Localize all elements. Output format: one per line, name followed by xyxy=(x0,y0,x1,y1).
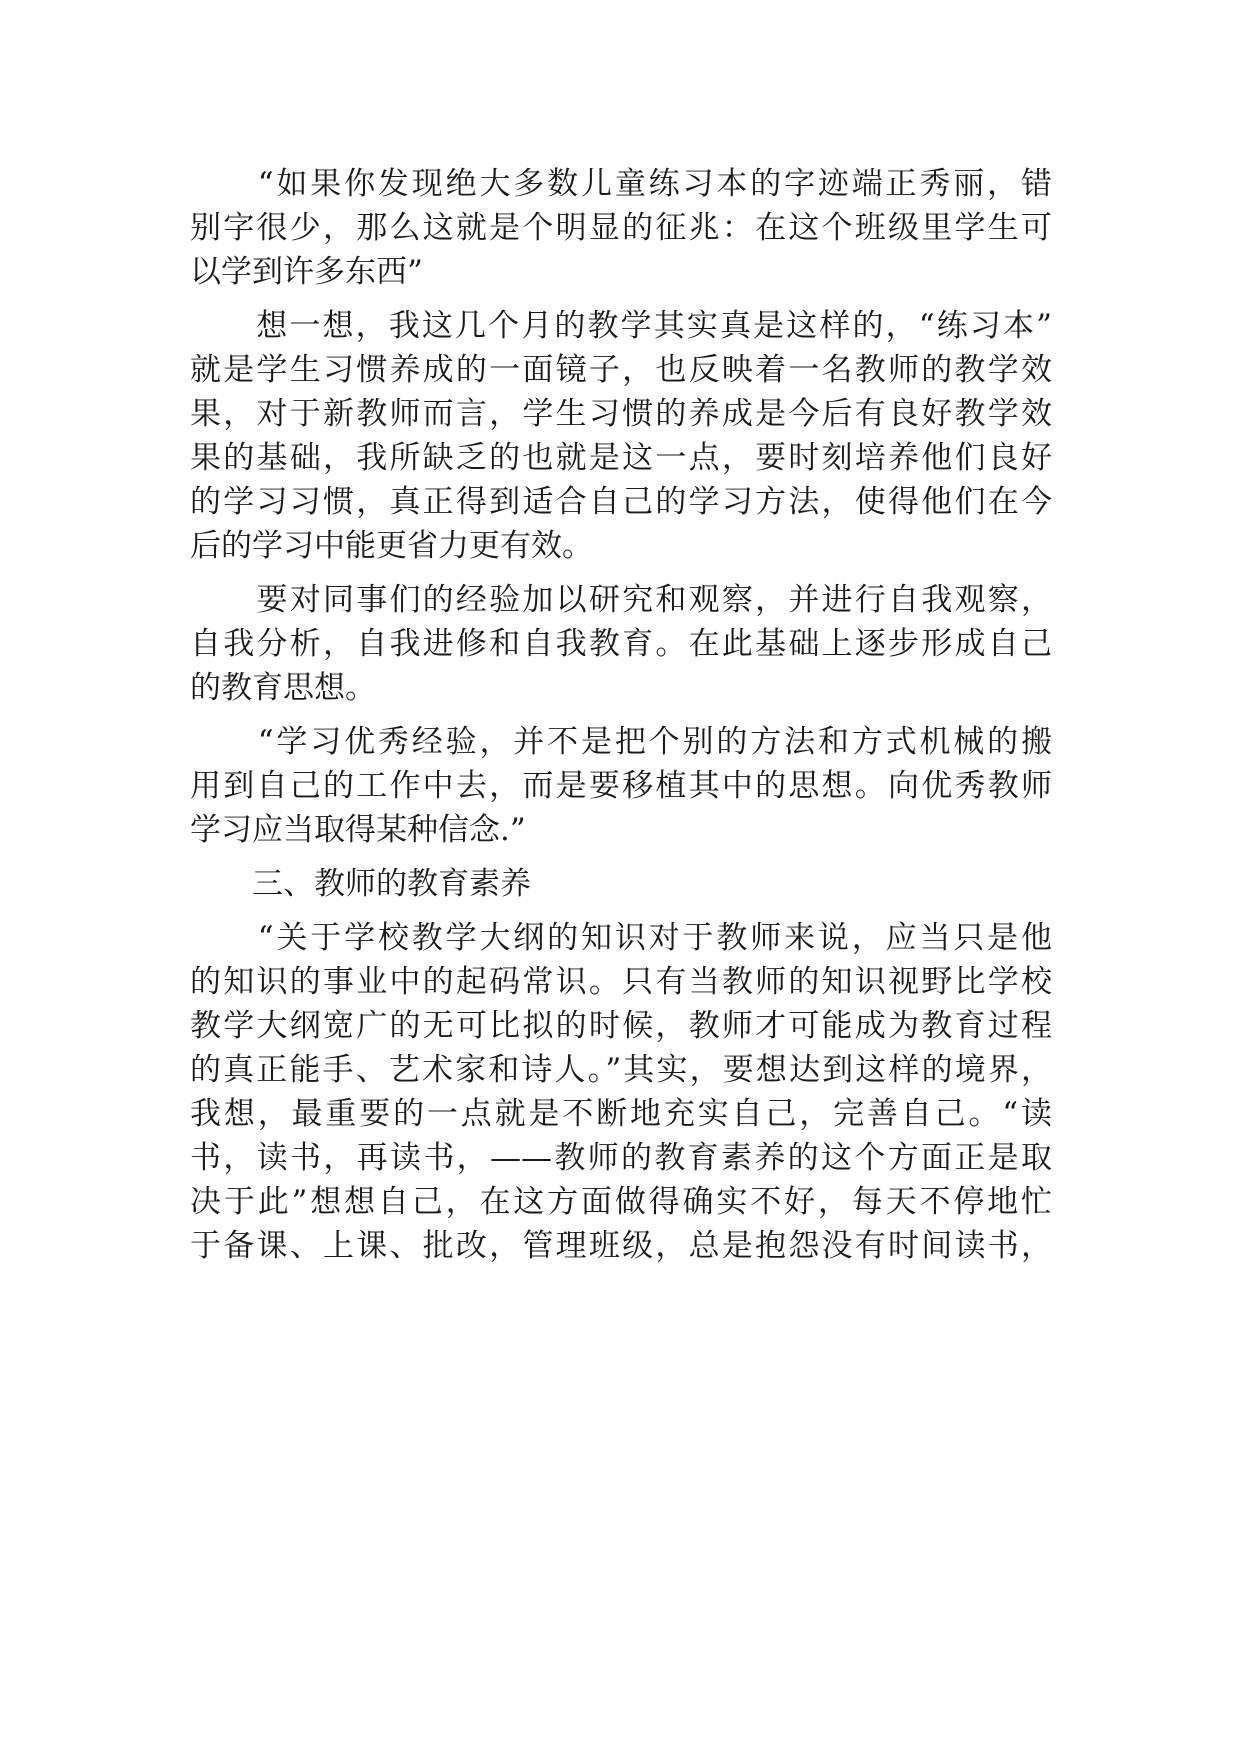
text-line: 的知识的事业中的起码常识。只有当教师的知识视野比学校 xyxy=(190,964,1052,1000)
text-line: 后的学习中能更省力更有效。 xyxy=(190,528,593,564)
text-line: “学习优秀经验，并不是把个别的方法和方式机械的搬 xyxy=(190,724,1052,760)
text-line: 教学大纲宽广的无可比拟的时候，教师才可能成为教育过程 xyxy=(190,1008,1052,1044)
text-line: 别字很少，那么这就是个明显的征兆：在这个班级里学生可 xyxy=(190,210,1052,246)
text-line: 自我分析，自我进修和自我教育。在此基础上逐步形成自己 xyxy=(190,626,1052,662)
paragraph-gap xyxy=(190,852,1052,862)
text-line: 的学习习惯，真正得到适合自己的学习方法，使得他们在今 xyxy=(190,484,1052,520)
text-line: 的真正能手、艺术家和诗人。”其实，要想达到这样的境界， xyxy=(190,1052,1052,1088)
paragraph-4 xyxy=(190,720,1052,852)
text-line: 就是学生习惯养成的一面镜子，也反映着一名教师的教学效 xyxy=(190,352,1052,388)
paragraph-gap xyxy=(190,294,1052,304)
text-line: 以学到许多东西” xyxy=(190,254,423,290)
paragraph-gap xyxy=(190,906,1052,916)
text-line: 学习应当取得某种信念.” xyxy=(190,812,526,848)
text-line: 果的基础，我所缺乏的也就是这一点，要时刻培养他们良好 xyxy=(190,440,1052,476)
text-line: 想一想，我这几个月的教学其实真是这样的，“练习本” xyxy=(190,308,1052,344)
section-heading xyxy=(190,862,1052,906)
text-line: “关于学校教学大纲的知识对于教师来说，应当只是他 xyxy=(190,920,1052,956)
text-line: “如果你发现绝大多数儿童练习本的字迹端正秀丽，错 xyxy=(190,166,1052,202)
document-body xyxy=(190,162,1052,1268)
text-line: 果，对于新教师而言，学生习惯的养成是今后有良好教学效 xyxy=(190,396,1052,432)
text-line: 书，读书，再读书，——教师的教育素养的这个方面正是取 xyxy=(190,1140,1052,1176)
paragraph-1 xyxy=(190,162,1052,294)
text-line: 于备课、上课、批改，管理班级，总是抱怨没有时间读书， xyxy=(190,1228,1052,1264)
paragraph-2 xyxy=(190,304,1052,568)
text-line: 我想，最重要的一点就是不断地充实自己，完善自己。“读 xyxy=(190,1096,1052,1132)
paragraph-3 xyxy=(190,578,1052,710)
text-line: 要对同事们的经验加以研究和观察，并进行自我观察， xyxy=(190,582,1052,618)
paragraph-gap xyxy=(190,710,1052,720)
section-heading-text: 三、教师的教育素养 xyxy=(190,866,531,902)
paragraph-5 xyxy=(190,916,1052,1268)
text-line: 用到自己的工作中去，而是要移植其中的思想。向优秀教师 xyxy=(190,768,1052,804)
text-line: 决于此”想想自己，在这方面做得确实不好，每天不停地忙 xyxy=(190,1184,1052,1220)
text-line: 的教育思想。 xyxy=(190,670,376,706)
paragraph-gap xyxy=(190,568,1052,578)
